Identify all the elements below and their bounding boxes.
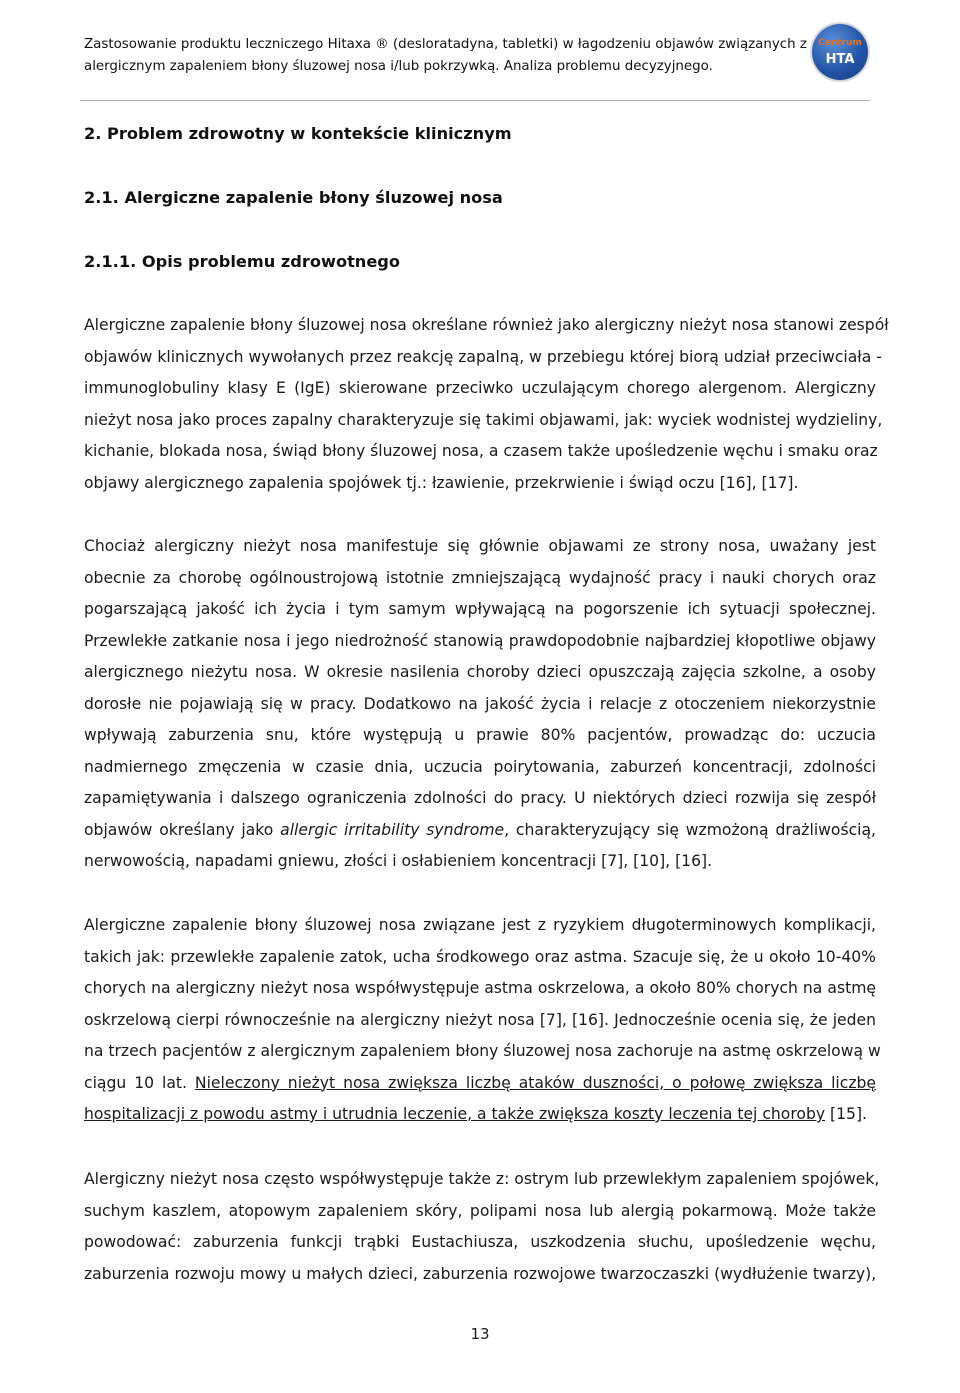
centrum-hta-logo <box>812 24 868 80</box>
text-line: immunoglobuliny klasy E (IgE) skierowane przeciwko uczulającym chorego alergenom. Alergiczny <box>84 379 876 397</box>
text-line: suchym kaszlem, atopowym zapaleniem skóry, polipami nosa lub alergią pokarmową. Może także <box>84 1201 876 1220</box>
text-line: Alergiczny nieżyt nosa często współwystępuje także z: ostrym lub przewlekłym zapaleniem spojówek, <box>84 1170 880 1188</box>
text-line: nadmiernego zmęczenia w czasie dnia, uczucia poirytowania, zaburzeń koncentracji, zdolności <box>84 757 876 776</box>
logo-text-bottom: HTA <box>825 52 855 67</box>
text-line: dorosłe nie pojawiają się w pracy. Dodatkowo na jakość życia i relacje z otoczeniem niekorzystnie <box>84 694 876 713</box>
text-line: Alergiczne zapalenie błony śluzowej nosa związane jest z ryzykiem długoterminowych komplikacji, <box>84 916 876 934</box>
text-run: , charakteryzujący się wzmożoną drażliwością, <box>504 820 876 839</box>
text-line: oskrzelową cierpi równocześnie na alergiczny nieżyt nosa [7], [16]. Jednocześnie ocenia się, że jeden <box>84 1010 876 1029</box>
text-line: chorych na alergiczny nieżyt nosa współwystępuje astma oskrzelowa, a około 80% chorych na astmę <box>84 979 876 997</box>
text-line: Przewlekłe zatkanie nosa i jego niedrożność stanowią prawdopodobnie najbardziej kłopotliwe objawy <box>84 631 876 650</box>
paragraph-2 <box>84 531 876 878</box>
text-line-with-underline <box>84 1099 876 1131</box>
text-run: [15]. <box>825 1105 868 1123</box>
paragraph-1 <box>84 310 889 499</box>
text-line: pogarszającą jakość ich życia i tym samym wpływającą na pogorszenie ich sytuacji społecznej. <box>84 600 876 618</box>
header-divider <box>80 100 870 101</box>
header-line-1: Zastosowanie produktu leczniczego Hitaxa ® (desloratadyna, tabletki) w łagodzeniu objawów związanych z <box>84 37 807 52</box>
heading-section-2-1-1: 2.1.1. Opis problemu zdrowotnego <box>84 252 401 271</box>
text-run: ciągu 10 lat. <box>84 1073 195 1092</box>
page-number: 13 <box>470 1325 490 1343</box>
italic-term: allergic irritability syndrome <box>280 820 505 839</box>
paragraph-4 <box>84 1164 880 1290</box>
text-line: kichanie, blokada nosa, świąd błony śluzowej nosa, a czasem także upośledzenie węchu i smaku oraz <box>84 442 878 460</box>
text-line: zapamiętywania i dalszego ograniczenia zdolności do pracy. U niektórych dzieci rozwija się zespół <box>84 789 876 807</box>
paragraph-3 <box>84 910 881 1131</box>
text-line: powodować: zaburzenia funkcji trąbki Eustachiusza, uszkodzenia słuchu, upośledzenie węchu, <box>84 1233 876 1251</box>
text-line-with-italic <box>84 815 876 847</box>
text-line: alergicznego nieżytu nosa. W okresie nasilenia choroby dzieci opuszczają zajęcia szkolne, a osoby <box>84 663 876 681</box>
text-run: objawów określany jako <box>84 820 281 839</box>
text-line: objawów klinicznych wywołanych przez reakcję zapalną, w przebiegu której biorą udział przeciwciała - <box>84 347 882 366</box>
text-line: objawy alergicznego zapalenia spojówek tj.: łzawienie, przekrwienie i świąd oczu [16], [17]. <box>84 473 799 492</box>
header-line-2: alergicznym zapaleniem błony śluzowej nosa i/lub pokrzywką. Analiza problemu decyzyjnego. <box>84 59 713 74</box>
text-line: takich jak: przewlekłe zapalenie zatok, ucha środkowego oraz astma. Szacuje się, że u około 10-40% <box>84 947 876 966</box>
underlined-text: Nieleczony nieżyt nosa zwiększa liczbę ataków duszności, o połowę zwiększa liczbę <box>194 1073 876 1092</box>
text-line: nerwowością, napadami gniewu, złości i osłabieniem koncentracji [7], [10], [16]. <box>84 852 713 870</box>
text-line: wpływają zaburzenia snu, które występują u prawie 80% pacjentów, prowadząc do: uczucia <box>84 726 876 744</box>
heading-section-2-1: 2.1. Alergiczne zapalenie błony śluzowej nosa <box>84 188 503 207</box>
text-line: nieżyt nosa jako proces zapalny charakteryzuje się takimi objawami, jak: wyciek wodnistej wydzieliny, <box>84 410 883 429</box>
heading-section-2: 2. Problem zdrowotny w kontekście klinicznym <box>84 124 512 143</box>
text-line: zaburzenia rozwoju mowy u małych dzieci, zaburzenia rozwojowe twarzoczaszki (wydłużenie twarzy), <box>84 1264 877 1283</box>
text-line: na trzech pacjentów z alergicznym zapaleniem błony śluzowej nosa zachoruje na astmę oskrzelową w <box>84 1042 881 1060</box>
text-line-with-underline <box>84 1068 876 1100</box>
logo-text-top: Centrum <box>818 38 862 48</box>
underlined-text: hospitalizacji z powodu astmy i utrudnia leczenie, a także zwiększa koszty leczenia tej choroby <box>84 1105 826 1123</box>
running-header <box>84 34 807 78</box>
text-line: Alergiczne zapalenie błony śluzowej nosa określane również jako alergiczny nieżyt nosa stanowi zespół <box>84 316 889 334</box>
text-line: Chociaż alergiczny nieżyt nosa manifestuje się głównie objawami ze strony nosa, uważany jest <box>84 537 876 555</box>
text-line: obecnie za chorobę ogólnoustrojową istotnie zmniejszającą wydajność pracy i nauki chorych oraz <box>84 568 876 587</box>
